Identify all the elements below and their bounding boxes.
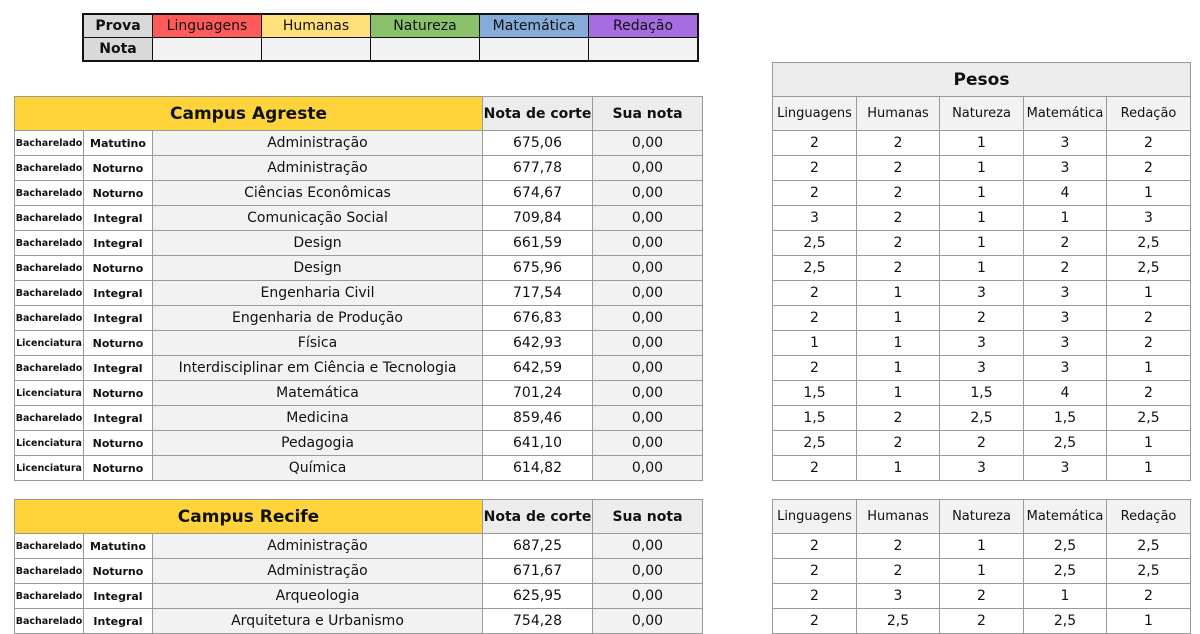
weights-row: [773, 231, 1191, 256]
cutoff-cell: 701,24: [483, 381, 593, 406]
cutoff-cell: 614,82: [483, 456, 593, 481]
weight-cell: 1: [857, 456, 940, 481]
weight-header-cell: Matemática: [1024, 97, 1107, 131]
weight-cell: 2: [857, 256, 940, 281]
cutoff-cell: 754,28: [483, 609, 593, 634]
weight-cell: 2: [940, 306, 1024, 331]
your-score-header: Sua nota: [593, 97, 703, 131]
weight-cell: 1: [1107, 431, 1191, 456]
course-row: [15, 206, 703, 231]
course-row: [15, 381, 703, 406]
weights-row: [773, 156, 1191, 181]
period-cell: Noturno: [84, 256, 153, 281]
prova-humanas: Humanas: [262, 14, 371, 38]
period-cell: Integral: [84, 281, 153, 306]
course-name-cell: Engenharia Civil: [153, 281, 483, 306]
period-cell: Noturno: [84, 456, 153, 481]
weights-row: [773, 356, 1191, 381]
cutoff-cell: 625,95: [483, 584, 593, 609]
course-row: [15, 306, 703, 331]
weight-cell: 2: [1107, 331, 1191, 356]
weight-cell: 2: [1107, 381, 1191, 406]
cutoff-cell: 642,59: [483, 356, 593, 381]
course-row: [15, 356, 703, 381]
course-name-cell: Química: [153, 456, 483, 481]
nota-linguagens-input[interactable]: [153, 38, 262, 62]
cutoff-cell: 674,67: [483, 181, 593, 206]
weight-cell: 2,5: [857, 609, 940, 634]
weight-cell: 1: [940, 534, 1024, 559]
weight-cell: 2,5: [1107, 559, 1191, 584]
weight-cell: 3: [773, 206, 857, 231]
weight-cell: 3: [1024, 331, 1107, 356]
prova-row: [83, 14, 698, 38]
weight-cell: 1: [773, 331, 857, 356]
weights-agreste-table: [772, 62, 1191, 481]
weight-cell: 3: [1107, 206, 1191, 231]
course-name-cell: Matemática: [153, 381, 483, 406]
prova-redacao: Redação: [589, 14, 699, 38]
your-score-cell: 0,00: [593, 431, 703, 456]
weight-header-cell: Humanas: [857, 97, 940, 131]
degree-cell: Bacharelado: [15, 206, 84, 231]
your-score-cell: 0,00: [593, 256, 703, 281]
weights-row: [773, 331, 1191, 356]
weight-cell: 2,5: [1024, 431, 1107, 456]
weight-cell: 2: [857, 231, 940, 256]
period-cell: Noturno: [84, 381, 153, 406]
degree-cell: Licenciatura: [15, 331, 84, 356]
degree-cell: Bacharelado: [15, 306, 84, 331]
score-input-table: [82, 13, 699, 62]
weight-cell: 1: [940, 131, 1024, 156]
cutoff-cell: 675,96: [483, 256, 593, 281]
degree-cell: Bacharelado: [15, 584, 84, 609]
degree-cell: Bacharelado: [15, 231, 84, 256]
weight-cell: 1,5: [1024, 406, 1107, 431]
period-cell: Integral: [84, 609, 153, 634]
weight-cell: 2: [857, 181, 940, 206]
weight-cell: 1: [1107, 356, 1191, 381]
weights-row: [773, 406, 1191, 431]
weight-cell: 2,5: [1107, 406, 1191, 431]
weight-cell: 2: [857, 431, 940, 456]
course-name-cell: Comunicação Social: [153, 206, 483, 231]
degree-cell: Licenciatura: [15, 381, 84, 406]
course-row: [15, 534, 703, 559]
prova-natureza: Natureza: [371, 14, 480, 38]
prova-matematica: Matemática: [480, 14, 589, 38]
weight-cell: 1,5: [940, 381, 1024, 406]
nota-redacao-input[interactable]: [589, 38, 699, 62]
weight-cell: 1: [940, 559, 1024, 584]
period-cell: Integral: [84, 306, 153, 331]
weight-cell: 2: [857, 559, 940, 584]
cutoff-cell: 675,06: [483, 131, 593, 156]
weight-cell: 2: [857, 406, 940, 431]
weight-cell: 3: [857, 584, 940, 609]
course-row: [15, 231, 703, 256]
weights-row: [773, 456, 1191, 481]
course-name-cell: Interdisciplinar em Ciência e Tecnologia: [153, 356, 483, 381]
weight-cell: 2: [773, 181, 857, 206]
degree-cell: Bacharelado: [15, 356, 84, 381]
course-name-cell: Design: [153, 231, 483, 256]
weight-cell: 2: [773, 356, 857, 381]
weight-cell: 1,5: [773, 381, 857, 406]
degree-cell: Bacharelado: [15, 181, 84, 206]
weight-cell: 3: [940, 331, 1024, 356]
course-row: [15, 181, 703, 206]
weight-cell: 2: [1107, 306, 1191, 331]
weight-cell: 1,5: [773, 406, 857, 431]
weight-cell: 2: [857, 131, 940, 156]
nota-humanas-input[interactable]: [262, 38, 371, 62]
weights-row: [773, 256, 1191, 281]
course-row: [15, 609, 703, 634]
period-cell: Noturno: [84, 156, 153, 181]
your-score-cell: 0,00: [593, 381, 703, 406]
weight-cell: 2: [773, 534, 857, 559]
period-cell: Matutino: [84, 534, 153, 559]
your-score-cell: 0,00: [593, 406, 703, 431]
your-score-cell: 0,00: [593, 131, 703, 156]
weight-header-cell: Linguagens: [773, 500, 857, 534]
cutoff-cell: 687,25: [483, 534, 593, 559]
weight-cell: 2: [773, 559, 857, 584]
weight-header-cell: Natureza: [940, 97, 1024, 131]
cutoff-cell: 717,54: [483, 281, 593, 306]
degree-cell: Bacharelado: [15, 534, 84, 559]
weight-cell: 2: [940, 431, 1024, 456]
weight-cell: 2,5: [1024, 559, 1107, 584]
weight-cell: 3: [1024, 131, 1107, 156]
prova-label: Prova: [83, 14, 153, 38]
weight-cell: 1: [940, 231, 1024, 256]
weight-cell: 3: [1024, 156, 1107, 181]
period-cell: Noturno: [84, 331, 153, 356]
weight-cell: 2: [773, 456, 857, 481]
pesos-title: Pesos: [773, 63, 1191, 97]
weight-header-cell: Linguagens: [773, 97, 857, 131]
your-score-cell: 0,00: [593, 206, 703, 231]
weights-row: [773, 609, 1191, 634]
your-score-cell: 0,00: [593, 584, 703, 609]
weight-cell: 1: [857, 306, 940, 331]
degree-cell: Bacharelado: [15, 559, 84, 584]
weight-cell: 3: [1024, 281, 1107, 306]
period-cell: Integral: [84, 356, 153, 381]
degree-cell: Bacharelado: [15, 156, 84, 181]
weight-cell: 2,5: [1107, 534, 1191, 559]
campus-header-row: [15, 97, 703, 131]
weight-cell: 1: [857, 331, 940, 356]
weight-cell: 2,5: [773, 431, 857, 456]
weight-cell: 2: [857, 156, 940, 181]
your-score-cell: 0,00: [593, 306, 703, 331]
weight-cell: 1: [1107, 181, 1191, 206]
your-score-cell: 0,00: [593, 281, 703, 306]
degree-cell: Licenciatura: [15, 456, 84, 481]
period-cell: Noturno: [84, 431, 153, 456]
degree-cell: Bacharelado: [15, 406, 84, 431]
weight-cell: 2: [1107, 584, 1191, 609]
weight-cell: 2,5: [940, 406, 1024, 431]
cutoff-cell: 676,83: [483, 306, 593, 331]
weight-cell: 2: [940, 609, 1024, 634]
period-cell: Integral: [84, 406, 153, 431]
course-name-cell: Física: [153, 331, 483, 356]
course-name-cell: Ciências Econômicas: [153, 181, 483, 206]
weight-cell: 2: [773, 281, 857, 306]
weight-cell: 2: [1107, 156, 1191, 181]
weight-cell: 2: [1107, 131, 1191, 156]
weight-cell: 2: [773, 306, 857, 331]
weight-cell: 3: [1024, 456, 1107, 481]
weight-header-cell: Matemática: [1024, 500, 1107, 534]
weight-cell: 1: [940, 181, 1024, 206]
course-name-cell: Administração: [153, 131, 483, 156]
your-score-cell: 0,00: [593, 559, 703, 584]
weight-cell: 3: [1024, 306, 1107, 331]
cutoff-header: Nota de corte: [483, 97, 593, 131]
period-cell: Matutino: [84, 131, 153, 156]
cutoff-cell: 641,10: [483, 431, 593, 456]
campus-agreste-table: [14, 96, 703, 481]
course-name-cell: Design: [153, 256, 483, 281]
course-name-cell: Arqueologia: [153, 584, 483, 609]
cutoff-cell: 859,46: [483, 406, 593, 431]
weights-row: [773, 431, 1191, 456]
weights-row: [773, 131, 1191, 156]
weight-header-cell: Redação: [1107, 500, 1191, 534]
nota-matematica-input[interactable]: [480, 38, 589, 62]
weight-header-cell: Natureza: [940, 500, 1024, 534]
weights-row: [773, 381, 1191, 406]
weight-cell: 3: [940, 456, 1024, 481]
weights-header-row: [773, 500, 1191, 534]
course-row: [15, 331, 703, 356]
weight-cell: 1: [857, 281, 940, 306]
weight-header-cell: Humanas: [857, 500, 940, 534]
course-row: [15, 431, 703, 456]
weight-cell: 1: [1024, 584, 1107, 609]
weight-cell: 1: [857, 356, 940, 381]
weight-cell: 1: [940, 206, 1024, 231]
campus-recife-table: [14, 499, 703, 634]
degree-cell: Licenciatura: [15, 431, 84, 456]
your-score-cell: 0,00: [593, 356, 703, 381]
weight-cell: 2: [1024, 231, 1107, 256]
degree-cell: Bacharelado: [15, 131, 84, 156]
period-cell: Integral: [84, 584, 153, 609]
weight-cell: 1: [1107, 456, 1191, 481]
weight-cell: 1: [1107, 281, 1191, 306]
weight-cell: 1: [857, 381, 940, 406]
course-row: [15, 584, 703, 609]
weight-cell: 1: [940, 256, 1024, 281]
course-row: [15, 156, 703, 181]
weights-row: [773, 281, 1191, 306]
weights-row: [773, 206, 1191, 231]
weight-cell: 1: [1107, 609, 1191, 634]
weight-cell: 2: [773, 156, 857, 181]
course-name-cell: Engenharia de Produção: [153, 306, 483, 331]
your-score-cell: 0,00: [593, 156, 703, 181]
degree-cell: Bacharelado: [15, 609, 84, 634]
campus-title: Campus Agreste: [15, 97, 483, 131]
weights-row: [773, 534, 1191, 559]
course-row: [15, 559, 703, 584]
nota-natureza-input[interactable]: [371, 38, 480, 62]
weight-cell: 2: [857, 206, 940, 231]
period-cell: Integral: [84, 231, 153, 256]
your-score-cell: 0,00: [593, 534, 703, 559]
degree-cell: Bacharelado: [15, 281, 84, 306]
course-name-cell: Administração: [153, 534, 483, 559]
your-score-header: Sua nota: [593, 500, 703, 534]
weight-cell: 2: [773, 609, 857, 634]
weights-row: [773, 584, 1191, 609]
campus-title: Campus Recife: [15, 500, 483, 534]
weight-cell: 3: [1024, 356, 1107, 381]
weight-header-cell: Redação: [1107, 97, 1191, 131]
weight-cell: 2,5: [1107, 256, 1191, 281]
course-name-cell: Medicina: [153, 406, 483, 431]
campus-header-row: [15, 500, 703, 534]
cutoff-cell: 709,84: [483, 206, 593, 231]
course-name-cell: Pedagogia: [153, 431, 483, 456]
cutoff-cell: 661,59: [483, 231, 593, 256]
period-cell: Noturno: [84, 559, 153, 584]
course-row: [15, 456, 703, 481]
weights-row: [773, 181, 1191, 206]
weight-cell: 1: [940, 156, 1024, 181]
course-name-cell: Administração: [153, 156, 483, 181]
your-score-cell: 0,00: [593, 456, 703, 481]
prova-linguagens: Linguagens: [153, 14, 262, 38]
weight-cell: 1: [1024, 206, 1107, 231]
your-score-cell: 0,00: [593, 181, 703, 206]
course-row: [15, 406, 703, 431]
cutoff-cell: 642,93: [483, 331, 593, 356]
course-row: [15, 131, 703, 156]
period-cell: Integral: [84, 206, 153, 231]
your-score-cell: 0,00: [593, 231, 703, 256]
weight-cell: 2,5: [773, 256, 857, 281]
course-row: [15, 281, 703, 306]
weight-cell: 2: [1024, 256, 1107, 281]
your-score-cell: 0,00: [593, 609, 703, 634]
weight-cell: 4: [1024, 181, 1107, 206]
weight-cell: 2: [773, 131, 857, 156]
weight-cell: 2: [940, 584, 1024, 609]
weight-cell: 4: [1024, 381, 1107, 406]
weights-recife-table: [772, 499, 1191, 634]
course-name-cell: Arquitetura e Urbanismo: [153, 609, 483, 634]
weight-cell: 2,5: [1024, 534, 1107, 559]
cutoff-cell: 677,78: [483, 156, 593, 181]
weight-cell: 3: [940, 281, 1024, 306]
weight-cell: 2,5: [1024, 609, 1107, 634]
weight-cell: 2: [773, 584, 857, 609]
cutoff-header: Nota de corte: [483, 500, 593, 534]
course-name-cell: Administração: [153, 559, 483, 584]
period-cell: Noturno: [84, 181, 153, 206]
pesos-title-row: [773, 63, 1191, 97]
your-score-cell: 0,00: [593, 331, 703, 356]
cutoff-cell: 671,67: [483, 559, 593, 584]
nota-label: Nota: [83, 38, 153, 62]
degree-cell: Bacharelado: [15, 256, 84, 281]
course-row: [15, 256, 703, 281]
nota-row: [83, 38, 698, 62]
weight-cell: 2: [857, 534, 940, 559]
weight-cell: 2,5: [773, 231, 857, 256]
weight-cell: 2,5: [1107, 231, 1191, 256]
weights-header-row: [773, 97, 1191, 131]
weights-row: [773, 559, 1191, 584]
weights-row: [773, 306, 1191, 331]
weight-cell: 3: [940, 356, 1024, 381]
